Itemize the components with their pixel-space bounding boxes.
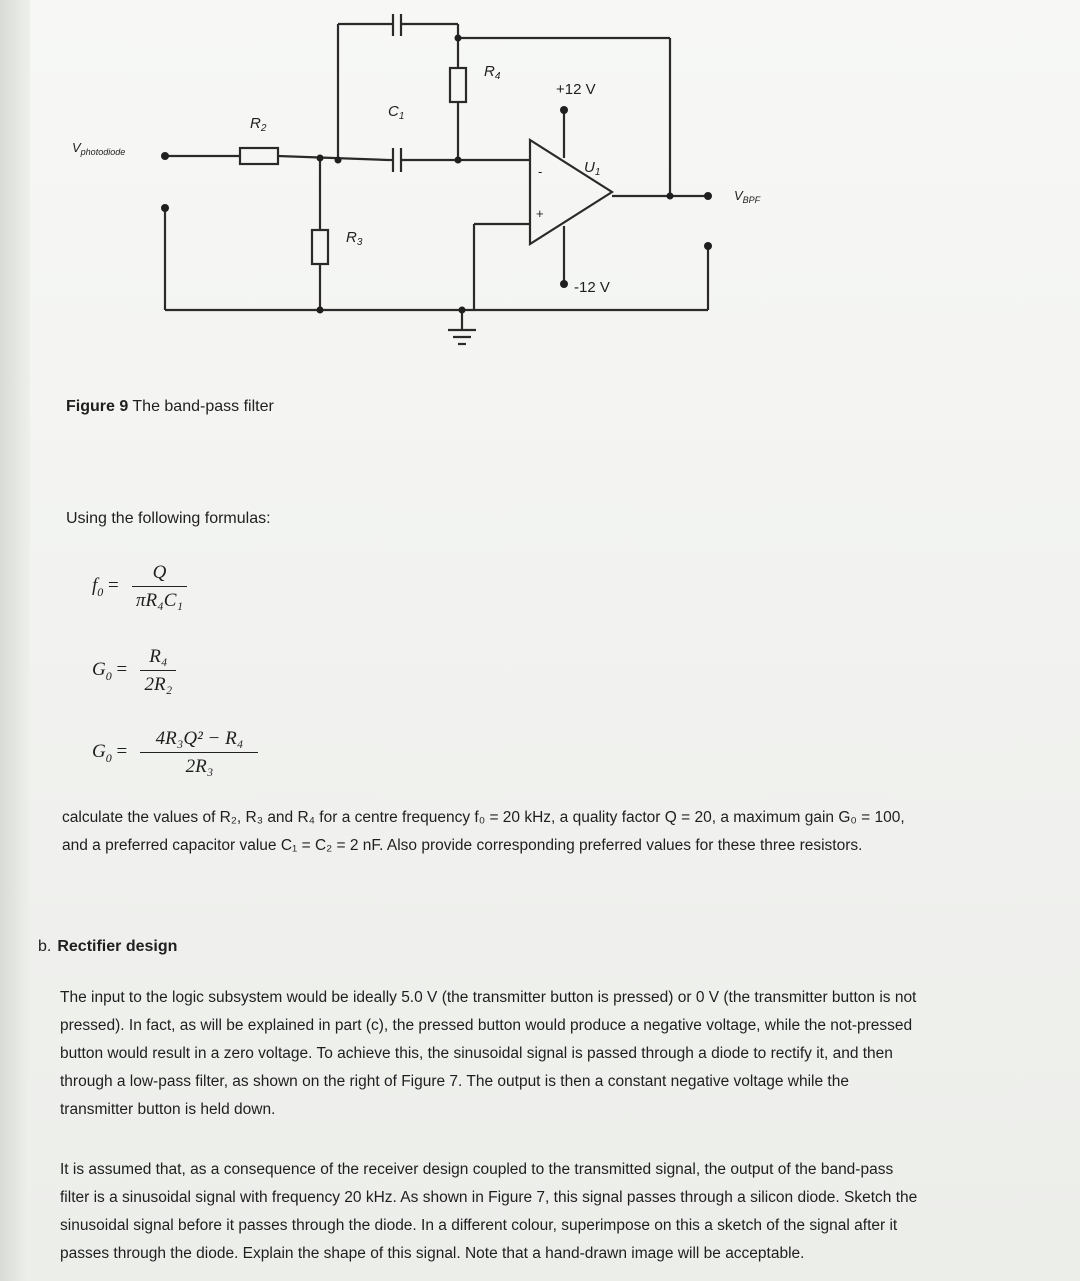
label-opamp: $U_1$ bbox=[584, 159, 601, 178]
rectifier-paragraph-1 bbox=[60, 984, 916, 1124]
para1-line: button would result in a zero voltage. To achieve this, the sinusoidal signal is passed through a diode to rectify it, and then bbox=[60, 1045, 893, 1062]
junction-r4-top bbox=[455, 35, 462, 42]
formula-g0-a bbox=[92, 646, 176, 696]
terminal-output-ground bbox=[704, 242, 712, 250]
formulas-intro: Using the following formulas: bbox=[66, 510, 271, 527]
para2-line: It is assumed that, as a consequence of the receiver design coupled to the transmitted signal, the output of the band-pass bbox=[60, 1161, 894, 1178]
label-r4: $R_4$ bbox=[484, 63, 501, 82]
label-noninverting-sign: + bbox=[536, 206, 544, 221]
formula-g0-b-numerator: 4R₃Q² − R₄ bbox=[140, 728, 258, 753]
formula-g0-b-fraction bbox=[140, 728, 258, 778]
junction-r4 bbox=[455, 157, 462, 164]
formula-g0-a-lhs: $G_0$ = bbox=[92, 658, 128, 683]
formula-g0-a-fraction bbox=[140, 646, 176, 696]
label-output: $V_{BPF}$ bbox=[734, 188, 761, 205]
label-r2: $R_2$ bbox=[250, 115, 267, 134]
para1-line: The input to the logic subsystem would be ideally 5.0 V (the transmitter button is pressed) or 0 V (the transmitter button is not bbox=[60, 989, 917, 1006]
para1-line: through a low-pass filter, as shown on the right of Figure 7. The output is then a constant negative voltage while the bbox=[60, 1073, 849, 1090]
section-b-letter: b. bbox=[38, 938, 52, 955]
para2-line: filter is a sinusoidal signal with frequency 20 kHz. As shown in Figure 7, this signal passes through a silicon diode. Sketch the bbox=[60, 1189, 918, 1206]
terminal-input-ground bbox=[161, 204, 169, 212]
para1-line: transmitter button is held down. bbox=[60, 1101, 276, 1118]
junction-ground-r3 bbox=[317, 307, 324, 314]
junction-output bbox=[667, 193, 674, 200]
junction-r3 bbox=[317, 155, 324, 162]
label-supply-negative: -12 V bbox=[574, 279, 610, 296]
formula-f0-lhs: $f_0$ = bbox=[92, 574, 119, 599]
formula-f0-fraction bbox=[132, 562, 187, 612]
junction-c2 bbox=[335, 157, 342, 164]
terminal-supply-negative bbox=[560, 280, 568, 288]
formula-g0-a-denominator: 2R₂ bbox=[144, 674, 173, 695]
label-supply-positive: +12 V bbox=[556, 81, 596, 98]
figure-caption-label: Figure 9 bbox=[66, 398, 129, 415]
figure-caption-text: The band-pass filter bbox=[132, 398, 274, 415]
section-b-title: Rectifier design bbox=[57, 938, 178, 955]
terminal-supply-positive bbox=[560, 106, 568, 114]
para2-line: sinusoidal signal before it passes through the diode. In a different colour, superimpose on this a sketch of the signal after it bbox=[60, 1217, 898, 1234]
label-r3: $R_3$ bbox=[346, 229, 363, 248]
para2-line: passes through the diode. Explain the shape of this signal. Note that a hand-drawn image will be acceptable. bbox=[60, 1245, 805, 1262]
formula-g0-b-denominator: 2R₃ bbox=[185, 756, 214, 777]
formula-f0-numerator: Q bbox=[132, 562, 187, 587]
band-pass-filter-circuit bbox=[0, 0, 1080, 380]
task-line-1: calculate the values of R₂, R₃ and R₄ for a centre frequency f₀ = 20 kHz, a quality factor Q = 20, a maximum gain G₀ = 100, bbox=[62, 809, 905, 826]
formula-g0-b-lhs: $G_0$ = bbox=[92, 740, 128, 765]
label-inverting-sign: - bbox=[538, 164, 543, 179]
task-line-2: and a preferred capacitor value C₁ = C₂ = 2 nF. Also provide corresponding preferred values for these three resistors. bbox=[62, 837, 863, 854]
formula-g0-a-numerator: R₄ bbox=[140, 646, 176, 671]
resistor-r3 bbox=[312, 230, 328, 264]
wire-r2-node bbox=[278, 156, 388, 160]
task-paragraph bbox=[62, 804, 905, 860]
junction-ground bbox=[459, 307, 466, 314]
opamp-u1 bbox=[530, 140, 612, 244]
formula-f0-denominator: πR₄C₁ bbox=[136, 590, 184, 611]
terminal-output bbox=[704, 192, 712, 200]
terminal-input bbox=[161, 152, 169, 160]
label-c1: $C_1$ bbox=[388, 103, 405, 122]
formula-f0 bbox=[92, 562, 187, 612]
para1-line: pressed). In fact, as will be explained in part (c), the pressed button would produce a negative voltage, while the not-pressed bbox=[60, 1017, 913, 1034]
label-input: $V_{photodiode}$ bbox=[72, 140, 126, 157]
formula-g0-b bbox=[92, 728, 258, 778]
rectifier-paragraph-2 bbox=[60, 1156, 917, 1268]
section-b-heading bbox=[38, 938, 177, 956]
figure-caption bbox=[66, 398, 274, 416]
resistor-r4 bbox=[450, 68, 466, 102]
resistor-r2 bbox=[240, 148, 278, 164]
